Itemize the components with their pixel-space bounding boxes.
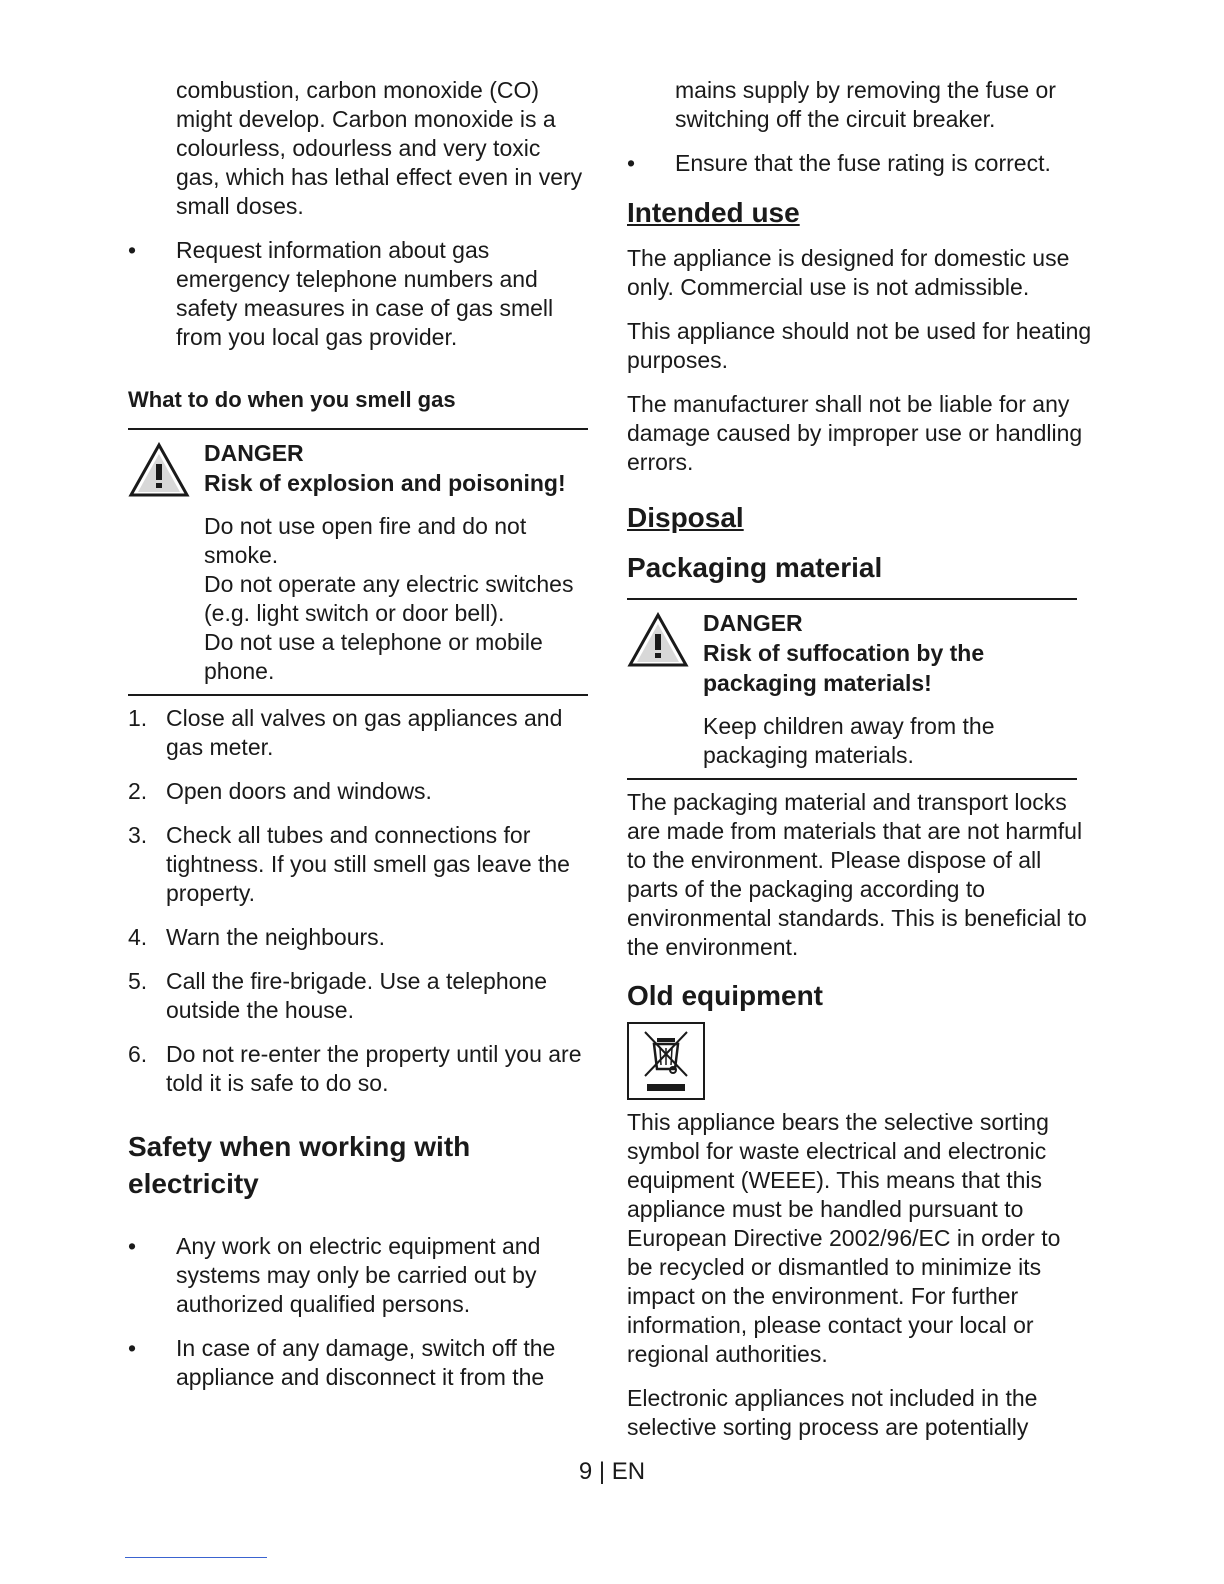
paragraph: Electronic appliances not included in the selective sorting process are potentially (627, 1385, 1038, 1440)
paragraph: This appliance should not be used for heating purposes. (627, 318, 1092, 373)
left-column (128, 76, 588, 1407)
danger-instructions: Keep children away from the packaging materials. (703, 713, 995, 768)
bullet-request-info: • Request information about gas emergency telephone numbers and safety measures in case of gas smell from you local gas provider. (128, 236, 588, 352)
danger-box-suffocation (627, 598, 1077, 780)
divider (125, 1557, 267, 1558)
danger-label: DANGER (204, 440, 304, 466)
disposal-heading: Disposal (627, 502, 744, 533)
bullet-damage: • In case of any damage, switch off the appliance and disconnect it from the (128, 1334, 588, 1392)
warning-triangle-icon (128, 442, 190, 498)
intended-use-heading: Intended use (627, 197, 800, 228)
list-item: 1. Close all valves on gas appliances and gas meter. (128, 705, 563, 760)
paragraph: This appliance bears the selective sorting symbol for waste electrical and electronic equipment (WEEE). This means that this appliance must be handled pursuant to European Directive 2002/96/EC in order to be recycled or dismantled to minimize its impact on the environment. For further information, please contact your local or regional authorities. (627, 1109, 1061, 1367)
paragraph: The packaging material and transport locks are made from materials that are not harmful to the environment. Please dispose of all parts of the packaging according to environmental standards. This is beneficial to the environment. (627, 789, 1087, 960)
weee-bin-icon (627, 1022, 705, 1100)
paragraph: The appliance is designed for domestic use only. Commercial use is not admissible. (627, 245, 1070, 300)
gas-steps-list (128, 704, 588, 1098)
danger-line: Do not use a telephone or mobile phone. (204, 629, 543, 684)
danger-title: Risk of explosion and poisoning! (204, 470, 566, 496)
list-item: 6. Do not re-enter the property until you are told it is safe to do so. (128, 1041, 582, 1096)
danger-line: Do not operate any electric switches (e.g. light switch or door bell). (204, 571, 574, 626)
warning-triangle-icon (627, 612, 689, 668)
electricity-heading: Safety when working with electricity (128, 1131, 471, 1199)
smell-gas-heading: What to do when you smell gas (128, 387, 456, 412)
bullet-electric-work: • Any work on electric equipment and systems may only be carried out by authorized qualified persons. (128, 1232, 588, 1319)
danger-title: Risk of suffocation by the packaging materials! (703, 640, 985, 696)
paragraph: The manufacturer shall not be liable for any damage caused by improper use or handling errors. (627, 391, 1083, 475)
danger-box-explosion (128, 428, 588, 696)
list-item: 4. Warn the neighbours. (128, 924, 386, 950)
gas-continuation-text: combustion, carbon monoxide (CO) might develop. Carbon monoxide is a colourless, odourless and very toxic gas, which has lethal effect even in very small doses. (176, 77, 583, 219)
packaging-heading: Packaging material (627, 552, 883, 583)
old-equipment-heading: Old equipment (627, 980, 823, 1011)
list-item: 2. Open doors and windows. (128, 778, 432, 804)
danger-instructions (204, 512, 588, 686)
page-number: 9 | EN (578, 1458, 646, 1485)
danger-label: DANGER (703, 610, 803, 636)
danger-line: Do not use open fire and do not smoke. (204, 513, 527, 568)
bullet-fuse: • Ensure that the fuse rating is correct. (627, 149, 1092, 178)
mains-continuation-text: mains supply by removing the fuse or switching off the circuit breaker. (675, 77, 1056, 132)
right-column (627, 76, 1092, 1457)
list-item: 3. Check all tubes and connections for tightness. If you still smell gas leave the property. (128, 822, 570, 906)
list-item: 5. Call the fire-brigade. Use a telephone outside the house. (128, 968, 548, 1023)
